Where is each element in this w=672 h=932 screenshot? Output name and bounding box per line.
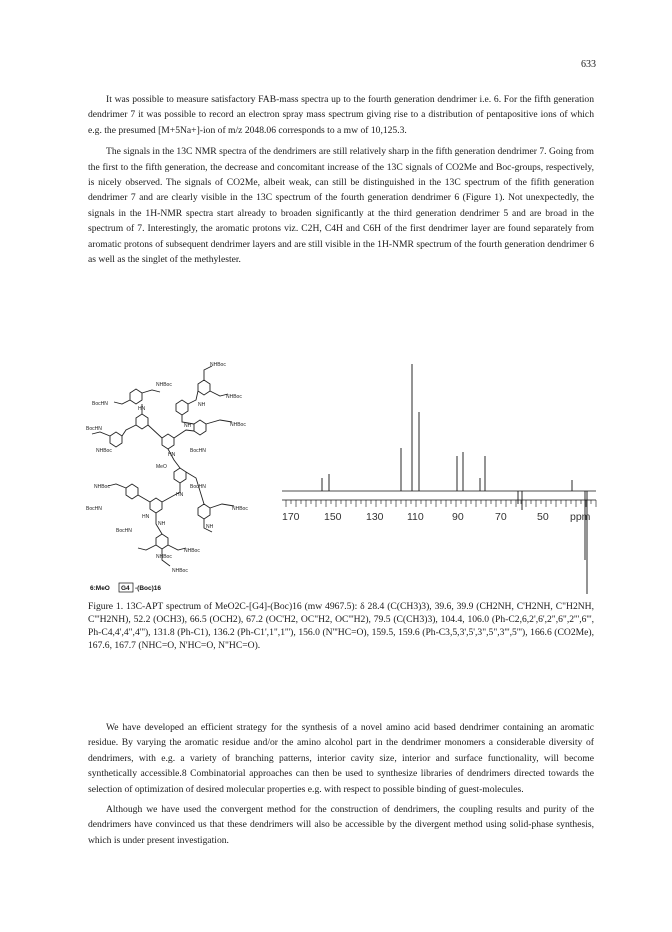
group-label: NH: [206, 524, 214, 530]
group-label: MeO: [156, 464, 167, 470]
paragraph-strategy: We have developed an efficient strategy for the synthesis of a novel amino acid based dendrimer containing an aromatic residue. By varying the aromatic residue and/or the amino alcohol part in the dendrimer monomers a considerable diversity of dendrimers, with e.g. a variety of branching patterns, interior cavity size, interior and surface functionality, will become synthetically accessible.8 Combinatorial approaches can then be used to synthesize libraries of dendrimers directed towards the selection of optimization of desired molecular properties e.g. with respect to possible binding of guest-molecules.: [88, 722, 594, 795]
page-number: 633: [581, 59, 596, 70]
axis-tick-label: 130: [366, 511, 384, 523]
group-label: NH: [184, 423, 192, 429]
group-label: NHBoc: [210, 362, 226, 368]
compound-label-box: G4: [121, 585, 130, 592]
group-label: NHBoc: [156, 382, 172, 388]
group-label: BocHN: [116, 528, 132, 534]
figure-caption: Figure 1. 13C-APT spectrum of MeO2C-[G4]-(Boc)16 (mw 4967.5): δ 28.4 (C(CH3)3), 39.6, 39.9 (CH2NH, C'H2NH, C"H2NH, C'''H2NH), 52.2 (OCH3), 66.5 (OCH2), 67.2 (OC'H2, OC"H2, OC'''H2), 79.5 (C(CH3)3), 104.4, 106.0 (Ph-C2,6,2',6',2",6",2''',6''', Ph-C4,4',4",4'''), 131.8 (Ph-C1), 136.2 (Ph-C1',1",1'''), 156.0 (N'''HC=O), 159.5, 159.6 (Ph-C3,5,3',5',3",5",3''',5'''), 166.6 (CO2Me), 167.6, 167.7 (NHC=O, N'HC=O, N"HC=O).: [88, 601, 594, 651]
conclusion-text: [88, 720, 594, 853]
group-label: HN: [142, 514, 150, 520]
group-label: HN: [176, 492, 184, 498]
group-label: NH: [158, 521, 166, 527]
group-label: NHBoc: [230, 422, 246, 428]
group-label: HN: [168, 452, 176, 458]
axis-tick-label: 90: [452, 511, 464, 523]
axis-tick-label: 70: [495, 511, 507, 523]
compound-label-suffix: -(Boc)16: [135, 585, 162, 592]
axis-tick-label: 150: [324, 511, 342, 523]
compound-label: 6:MeO: [90, 585, 110, 592]
axis-tick-label: 170: [282, 511, 300, 523]
figure-1: [86, 360, 601, 595]
group-label: BocHN: [86, 426, 102, 432]
group-label: NHBoc: [96, 448, 112, 454]
axis-tick-label: 110: [407, 511, 424, 523]
group-label: NHBoc: [232, 506, 248, 512]
intro-text: [88, 92, 594, 273]
axis-unit-label: ppm: [570, 511, 591, 523]
axis-tick-label: 50: [537, 511, 549, 523]
group-label: NH: [198, 402, 206, 408]
group-label: BocHN: [92, 401, 108, 407]
group-label: NHBoc: [156, 554, 172, 560]
paragraph-divergent-method: Although we have used the convergent method for the construction of dendrimers, the coupling results and purity of the dendrimers have convinced us that these dendrimers will also be accessible by the divergent method using solid-phase synthesis, which is under present investigation.: [88, 804, 594, 846]
paragraph-nmr-signals: The signals in the 13C NMR spectra of the dendrimers are still relatively sharp in the fifth generation dendrimer 7. Going from the first to the fifth generation, the decrease and concomitant increase of the 13C signals of CO2Me and Boc-groups, respectively, is nicely observed. The signals of CO2Me, albeit weak, can still be distinguished in the 13C spectrum of the fifith generation dendrimer 7 and are clearly visible in the 13C spectrum of the fourth generation dendrimer 6 (Figure 1). Not unexpectedly, the signals in the 1H-NMR spectra start already to broaden significantly at the third generation dendrimer 5 and are broad in the spectrum of 7. Interestingly, the aromatic protons viz. C2H, C4H and C6H of the first dendrimer layer are found separately from aromatic protons of subsequent dendrimer layers and are still visible in the 1H-NMR spectrum of the fourth generation dendrimer 6 as well as the singlet of the methylester.: [88, 146, 594, 266]
group-label: BocHN: [190, 484, 206, 490]
paragraph-mass-spectra: It was possible to measure satisfactory FAB-mass spectra up to the fourth generation dendrimer i.e. 6. For the fifth generation dendrimer 7 it was possible to record an electron spray mass spectrum giving rise to a distribution of pentapositive ions of which e.g. the presumed [M+5Na+]-ion of m/z 2048.06 corresponds to a mw of 10,125.3.: [88, 94, 594, 136]
group-label: HN: [138, 406, 146, 412]
group-label: BocHN: [190, 448, 206, 454]
group-label: NHBoc: [184, 548, 200, 554]
group-label: NHBoc: [172, 568, 188, 574]
group-label: BocHN: [86, 506, 102, 512]
apt-spectrum: [282, 360, 600, 595]
group-label: NHBoc: [94, 484, 110, 490]
group-label: NHBoc: [226, 394, 242, 400]
dendrimer-structure-drawing: [86, 360, 281, 595]
